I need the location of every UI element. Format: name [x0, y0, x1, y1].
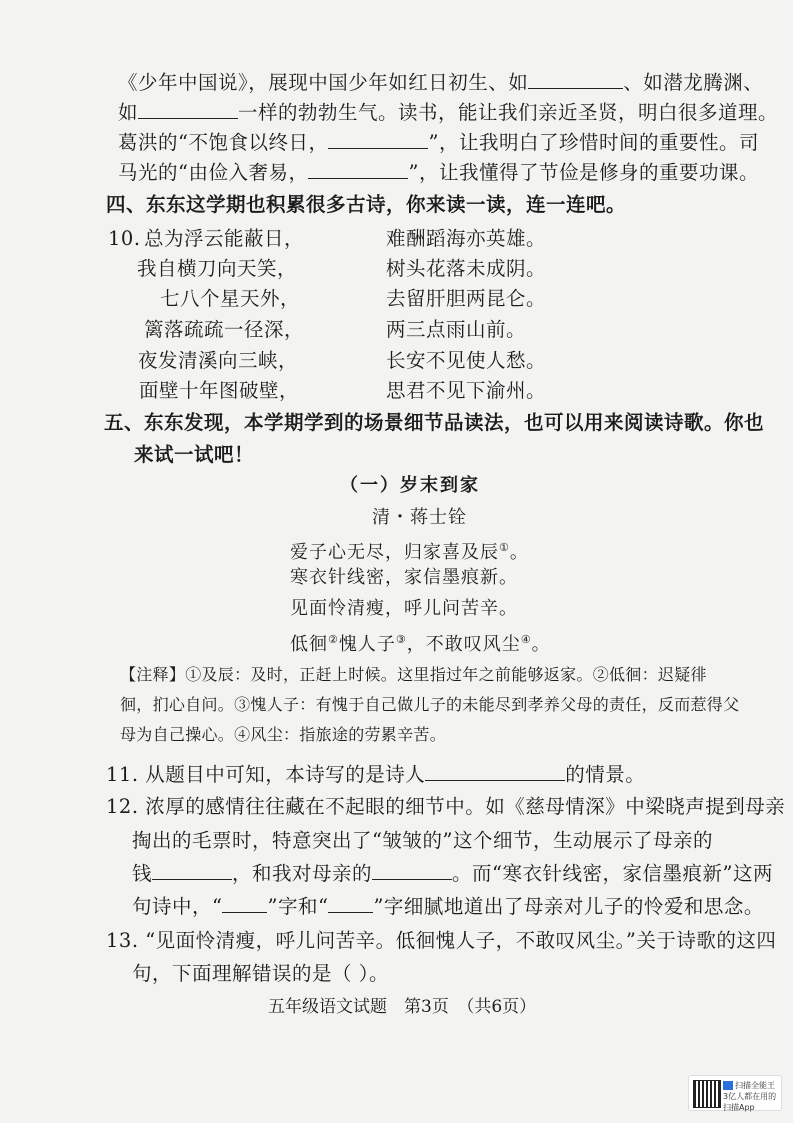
match-right-4[interactable]: 两三点雨山前。	[386, 318, 527, 341]
match-left-4[interactable]: 篱落疏疏一径深，	[144, 318, 305, 341]
annotation-line-3: 母为自己操心。④风尘：指旅途的劳累辛苦。	[120, 725, 447, 744]
match-left-3[interactable]: 七八个星天外，	[160, 287, 301, 310]
answer-blank[interactable]	[308, 160, 408, 179]
watermark-tagline: 3亿人都在用的扫描App	[723, 1092, 777, 1112]
page-footer: 五年级语文试题 第3页 （共6页）	[268, 997, 537, 1017]
intro-line-2: 如 一样的勃勃生气。读书，能让我们亲近圣贤，明白很多道理。	[118, 101, 779, 124]
section-5-heading-line-2: 来试一试吧！	[134, 443, 255, 466]
answer-blank[interactable]	[528, 70, 623, 89]
question-12-line-2: 掏出的毛票时，特意突出了“皱皱的”这个细节，生动展示了母亲的	[132, 829, 713, 852]
answer-blank[interactable]	[425, 762, 565, 781]
answer-blank[interactable]	[372, 861, 452, 880]
watermark-text	[723, 1080, 781, 1113]
intro-line-4: 马光的“由俭入奢易， ”，让我懂得了节俭是修身的重要功课。	[118, 161, 759, 184]
intro-line-3: 葛洪的“不饱食以终日， ”，让我明白了珍惜时间的重要性。司	[118, 131, 759, 154]
answer-blank[interactable]	[222, 894, 267, 913]
intro-line-1: 《少年中国说》，展现中国少年如红日初生、如 、如潜龙腾渊、	[118, 71, 764, 94]
match-left-5[interactable]: 夜发清溪向三峡，	[138, 349, 299, 372]
watermark-app-name: 扫描全能王	[735, 1081, 775, 1090]
match-left-1[interactable]: 总为浮云能蔽日，	[144, 227, 305, 250]
answer-blank[interactable]	[328, 130, 428, 149]
poem-author: 清・蒋士铨	[372, 507, 467, 528]
poem-line-3: 见面怜清瘦，呼儿问苦辛。	[290, 598, 518, 619]
question-11: 11. 从题目中可知，本诗写的是诗人 的情景。	[106, 763, 646, 786]
match-right-2[interactable]: 树头花落未成阴。	[386, 257, 547, 280]
poem-title: （一）岁末到家	[340, 475, 480, 496]
poem-line-1: 爱子心无尽，归家喜及辰①。	[290, 541, 529, 563]
question-13-line-2: 句，下面理解错误的是（ ）。	[132, 962, 389, 985]
match-right-3[interactable]: 去留肝胆两昆仑。	[386, 287, 547, 310]
section-4-heading: 四、东东这学期也积累很多古诗，你来读一读，连一连吧。	[106, 193, 627, 216]
answer-blank[interactable]	[328, 894, 373, 913]
poem-line-2: 寒衣针线密，家信墨痕新。	[290, 567, 518, 588]
question-12-line-4: 句诗中，“ ”字和“ ”字细腻地道出了母亲对儿子的怜爱和思念。	[132, 895, 764, 918]
annotation-line-2: 徊，扪心自问。③愧人子：有愧于自己做儿子的未能尽到孝养父母的责任，反而惹得父	[120, 695, 740, 714]
scanner-watermark	[688, 1075, 782, 1111]
question-12-line-1: 12. 浓厚的感情往往藏在不起眼的细节中。如《慈母情深》中梁晓声提到母亲	[106, 795, 786, 818]
answer-blank[interactable]	[138, 100, 238, 119]
section-5-heading-line-1: 五、东东发现，本学期学到的场景细节品读法，也可以用来阅读诗歌。你也	[104, 411, 765, 434]
match-left-2[interactable]: 我自横刀向天笑，	[137, 257, 298, 280]
match-right-6[interactable]: 思君不见下渝州。	[386, 379, 547, 402]
question-number-10: 10.	[108, 227, 141, 250]
qr-code-icon	[693, 1080, 721, 1108]
answer-blank[interactable]	[152, 861, 232, 880]
match-left-6[interactable]: 面壁十年图破壁，	[139, 379, 300, 402]
match-right-5[interactable]: 长安不见使人愁。	[386, 349, 547, 372]
question-12-line-3: 钱 ，和我对母亲的 。而“寒衣针线密，家信墨痕新”这两	[132, 862, 773, 885]
poem-line-4: 低徊②愧人子③，不敢叹风尘④。	[290, 633, 551, 655]
match-right-1[interactable]: 难酬蹈海亦英雄。	[386, 227, 547, 250]
annotation-line-1: 【注释】①及辰：及时，正赶上时候。这里指过年之前能够返家。②低徊：迟疑徘	[120, 665, 707, 684]
question-13-line-1: 13. “见面怜清瘦，呼儿问苦辛。低徊愧人子，不敢叹风尘。”关于诗歌的这四	[106, 929, 777, 952]
app-logo-icon	[723, 1081, 733, 1090]
